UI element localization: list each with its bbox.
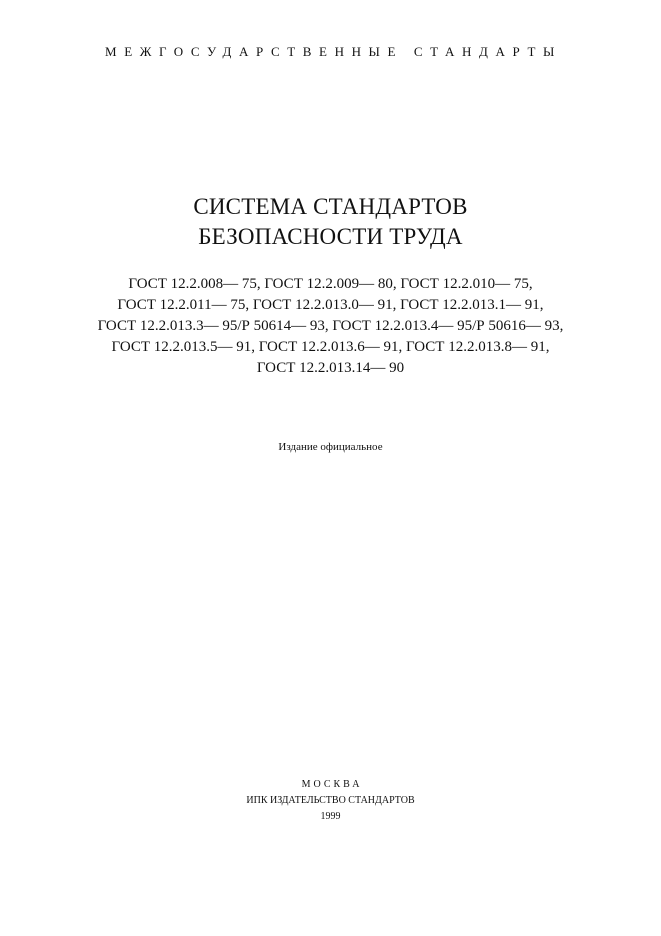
standards-line: ГОСТ 12.2.013.3— 95/Р 50614— 93, ГОСТ 12.2.013.4— 95/Р 50616— 93, (97, 318, 564, 334)
main-title-line: СИСТЕМА СТАНДАРТОВ (193, 194, 468, 219)
standards-line: ГОСТ 12.2.011— 75, ГОСТ 12.2.013.0— 91, ГОСТ 12.2.013.1— 91, (117, 297, 544, 313)
standards-list (0, 274, 661, 379)
standards-line: ГОСТ 12.2.013.14— 90 (256, 360, 405, 376)
imprint-publisher: ИПК ИЗДАТЕЛЬСТВО СТАНДАРТОВ (246, 795, 415, 806)
main-title (0, 192, 661, 252)
imprint-city: МОСКВА (301, 779, 363, 790)
imprint (0, 777, 661, 825)
series-header: МЕЖГОСУДАРСТВЕННЫЕ СТАНДАРТЫ (105, 44, 562, 59)
imprint-year: 1999 (320, 811, 341, 822)
standards-line: ГОСТ 12.2.008— 75, ГОСТ 12.2.009— 80, ГОСТ 12.2.010— 75, (128, 276, 533, 292)
edition-note: Издание официальное (278, 441, 383, 453)
standards-line: ГОСТ 12.2.013.5— 91, ГОСТ 12.2.013.6— 91, ГОСТ 12.2.013.8— 91, (111, 339, 550, 355)
main-title-line: БЕЗОПАСНОСТИ ТРУДА (198, 224, 463, 249)
